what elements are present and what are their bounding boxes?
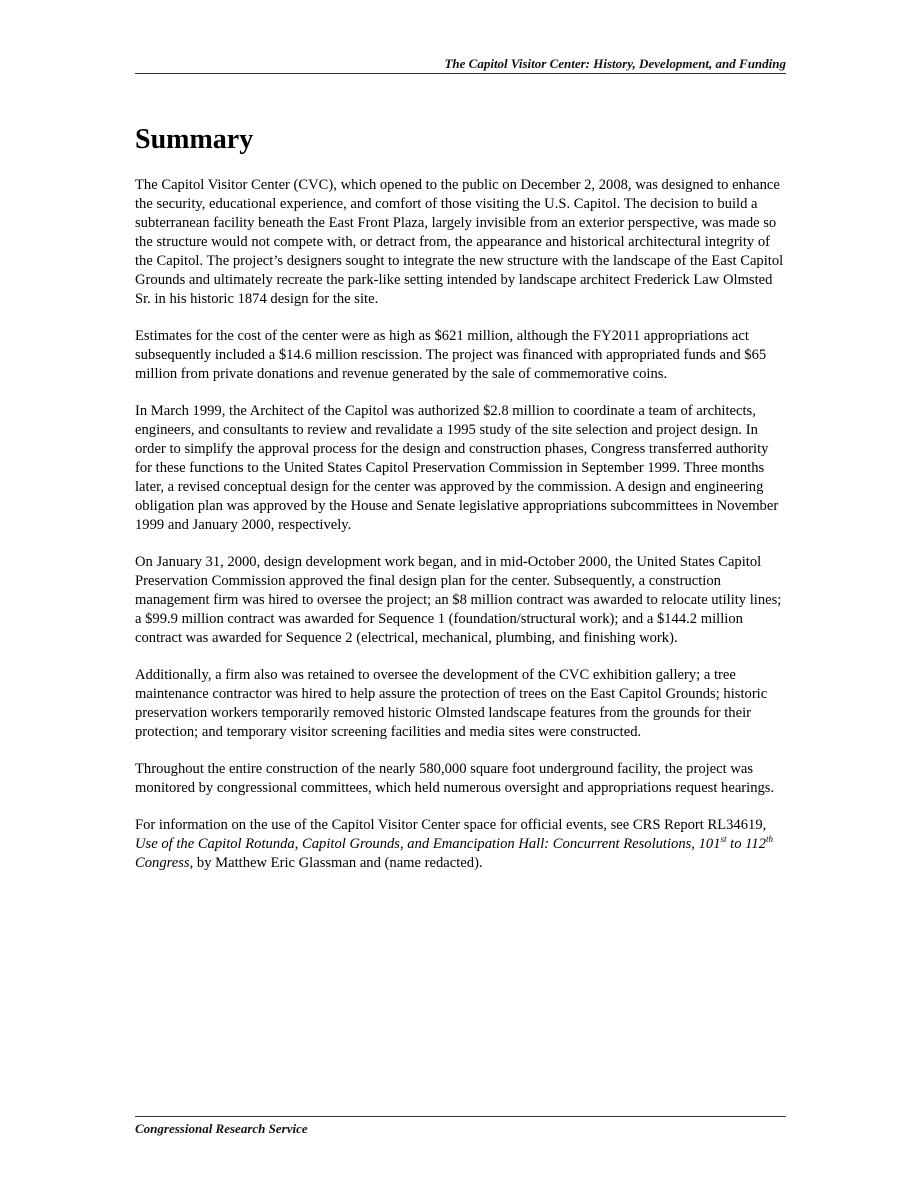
running-footer: Congressional Research Service [135,1121,308,1136]
page-title: Summary [135,124,254,155]
paragraph-oversight: Throughout the entire construction of the nearly 580,000 square foot underground facility, the project was monitored by congressional committees, which held numerous oversight and appropriations request hearings. [135,761,775,796]
paragraph-related-report [135,816,789,873]
report-title-superscript-1: st [720,834,727,845]
paragraph-design-development: On January 31, 2000, design development work began, and in mid-October 2000, the United States Capitol Preservation Commission approved the final design plan for the center. Subsequently, a construction management firm was hired to oversee the project; an $8 million contract was awarded to relocate utility lines; a $99.9 million contract was awarded for Sequence 1 (foundation/structural work); and a $144.2 million contract was awarded for Sequence 2 (electrical, mechanical, plumbing, and finishing work). [135,554,782,646]
paragraph-design-review: In March 1999, the Architect of the Capitol was authorized $2.8 million to coordinate a team of architects, engineers, and consultants to review and revalidate a 1995 study of the site selection and project design. In order to simplify the approval process for the design and construction phases, Congress transferred authority for these functions to the United States Capitol Preservation Commission in September 1999. Three months later, a revised conceptual design for the center was approved by the commission. A design and engineering obligation plan was approved by the House and Senate legislative appropriations subcommittees in November 1999 and January 2000, respectively. [135,403,779,533]
paragraph-cost: Estimates for the cost of the center were as high as $621 million, although the FY2011 appropriations act subsequently included a $14.6 million rescission. The project was financed with appropriated funds and $65 million from private donations and revenue generated by the sale of commemorative coins. [135,328,767,382]
paragraph-opening: The Capitol Visitor Center (CVC), which opened to the public on December 2, 2008, was designed to enhance the security, educational experience, and comfort of those visiting the U.S. Capitol. The decision to build a subterranean facility beneath the East Front Plaza, largely invisible from an exterior perspective, was made so the structure would not compete with, or detract from, the appearance and historical architectural integrity of the Capitol. The project’s designers sought to integrate the new structure with the landscape of the East Capitol Grounds and ultimately recreate the park-like setting intended by landscape architect Frederick Law Olmsted Sr. in his historic 1874 design for the site. [135,177,784,307]
related-report-tail: , by Matthew Eric Glassman and (name redacted). [189,855,483,871]
report-title-part-2: to 112 [726,836,766,852]
footer-rule [135,1116,786,1117]
report-title-superscript-2: th [765,834,773,845]
summary-body [135,176,789,891]
paragraph-additional-contracts: Additionally, a firm also was retained to oversee the development of the CVC exhibition gallery; a tree maintenance contractor was hired to help assure the protection of trees on the East Capitol Grounds; historic preservation workers temporarily removed historic Olmsted landscape features from the grounds for their protection; and temporary visitor screening facilities and media sites were constructed. [135,667,768,740]
report-title-part-1: Use of the Capitol Rotunda, Capitol Grounds, and Emancipation Hall: Concurrent Resolutions, 101 [135,836,721,852]
report-title-part-3: Congress [135,855,190,871]
related-report-lead: For information on the use of the Capitol Visitor Center space for official events, see CRS Report RL34619, [135,817,767,833]
running-header: The Capitol Visitor Center: History, Development, and Funding [444,56,786,71]
header-rule [135,73,786,74]
